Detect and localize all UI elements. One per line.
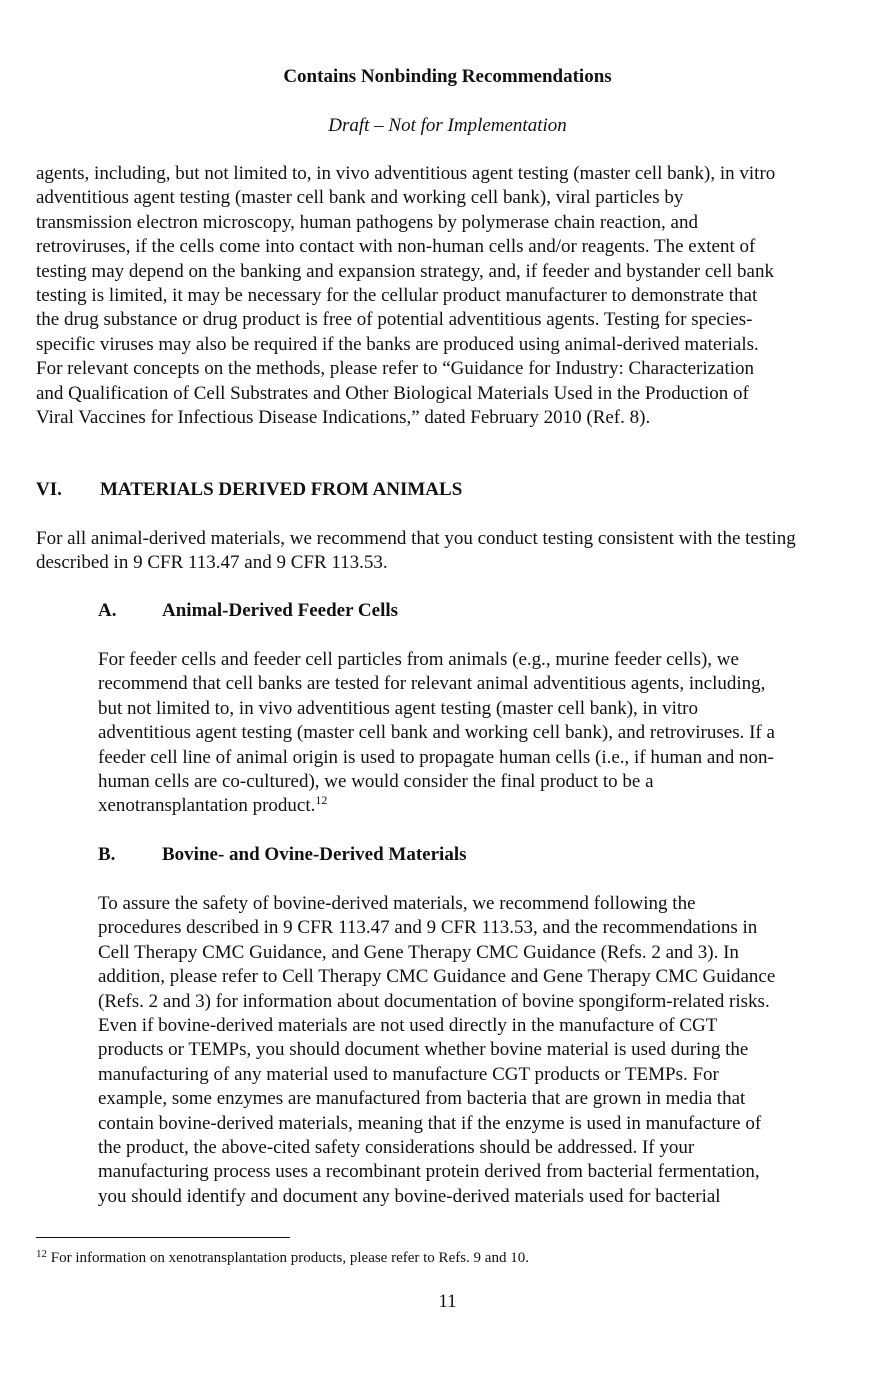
- text-line: retroviruses, if the cells come into contact with non-human cells and/or reagents. The extent of: [36, 236, 756, 258]
- header-subtitle: Draft – Not for Implementation: [328, 115, 567, 136]
- text-line: specific viruses may also be required if the banks are produced using animal-derived materials.: [36, 333, 759, 355]
- text-line: To assure the safety of bovine-derived materials, we recommend following the: [98, 893, 696, 914]
- section-title: MATERIALS DERIVED FROM ANIMALS: [100, 479, 463, 500]
- footnote-divider: [36, 1237, 290, 1238]
- section-vi-paragraph: [36, 527, 875, 576]
- text-line: For relevant concepts on the methods, please refer to “Guidance for Industry: Characterization: [36, 358, 755, 380]
- page-number: 11: [438, 1291, 457, 1312]
- section-number: A.: [98, 600, 117, 621]
- text-line: human cells are co-cultured), we would consider the final product to be a: [98, 770, 654, 792]
- text-line: testing may depend on the banking and expansion strategy, and, if feeder and bystander cell bank: [36, 260, 774, 282]
- text-line: For all animal-derived materials, we recommend that you conduct testing consistent with the testing: [36, 528, 796, 549]
- text-line: contain bovine-derived materials, meaning that if the enzyme is used in manufacture of: [98, 1112, 762, 1134]
- text-line: xenotransplantation product.: [98, 795, 316, 817]
- section-title: Bovine- and Ovine-Derived Materials: [162, 844, 467, 865]
- section-number: VI.: [36, 479, 62, 500]
- text-line: agents, including, but not limited to, in vivo adventitious agent testing (master cell bank), in vitro: [36, 163, 776, 184]
- text-line: products or TEMPs, you should document whether bovine material is used during the: [98, 1039, 749, 1061]
- intro-paragraph: [36, 162, 875, 430]
- text-line: the drug substance or drug product is free of potential adventitious agents. Testing for species-: [36, 309, 753, 331]
- text-line: Even if bovine-derived materials are not used directly in the manufacture of CGT: [98, 1014, 718, 1036]
- footnote: [36, 1250, 529, 1267]
- section-title: Animal-Derived Feeder Cells: [162, 600, 399, 621]
- text-line: testing is limited, it may be necessary for the cellular product manufacturer to demonstrate that: [36, 284, 758, 306]
- section-a-heading: [98, 599, 875, 623]
- text-line: (Refs. 2 and 3) for information about documentation of bovine spongiform-related risks.: [98, 990, 770, 1012]
- text-line: transmission electron microscopy, human pathogens by polymerase chain reaction, and: [36, 211, 698, 233]
- text-line: adventitious agent testing (master cell bank and working cell bank), and retroviruses. If a: [98, 722, 775, 744]
- footnote-number: 12: [36, 1248, 47, 1260]
- text-line: recommend that cell banks are tested for relevant animal adventitious agents, including,: [98, 673, 766, 695]
- section-b-heading: [98, 843, 875, 867]
- text-line: and Qualification of Cell Substrates and Other Biological Materials Used in the Production of: [36, 382, 749, 404]
- text-line: manufacturing of any material used to manufacture CGT products or TEMPs. For: [98, 1063, 719, 1085]
- text-line: feeder cell line of animal origin is used to propagate human cells (i.e., if human and non-: [98, 746, 774, 768]
- section-vi-heading: [36, 478, 875, 502]
- section-b-paragraph: [98, 892, 875, 1209]
- footnote-text: For information on xenotransplantation products, please refer to Refs. 9 and 10.: [50, 1250, 529, 1266]
- text-line: manufacturing process uses a recombinant protein derived from bacterial fermentation,: [98, 1161, 760, 1183]
- section-number: B.: [98, 844, 116, 865]
- footnote-reference[interactable]: 12: [315, 793, 328, 808]
- header-title: Contains Nonbinding Recommendations: [283, 66, 612, 87]
- text-line: procedures described in 9 CFR 113.47 and 9 CFR 113.53, and the recommendations in: [98, 917, 758, 939]
- text-line: example, some enzymes are manufactured from bacteria that are grown in media that: [98, 1088, 746, 1110]
- text-line: addition, please refer to Cell Therapy CMC Guidance and Gene Therapy CMC Guidance: [98, 966, 776, 988]
- text-line: you should identify and document any bovine-derived materials used for bacterial: [98, 1185, 721, 1207]
- text-line: Cell Therapy CMC Guidance, and Gene Therapy CMC Guidance (Refs. 2 and 3). In: [98, 941, 739, 963]
- text-line: adventitious agent testing (master cell bank and working cell bank), viral particles by: [36, 187, 684, 209]
- section-a-paragraph: [98, 648, 875, 819]
- text-line: described in 9 CFR 113.47 and 9 CFR 113.53.: [36, 552, 388, 574]
- text-line: the product, the above-cited safety considerations should be addressed. If your: [98, 1136, 695, 1158]
- text-line: Viral Vaccines for Infectious Disease Indications,” dated February 2010 (Ref. 8).: [36, 406, 651, 428]
- text-line: but not limited to, in vivo adventitious agent testing (master cell bank), in vitro: [98, 697, 698, 719]
- text-line: For feeder cells and feeder cell particles from animals (e.g., murine feeder cells), we: [98, 649, 739, 670]
